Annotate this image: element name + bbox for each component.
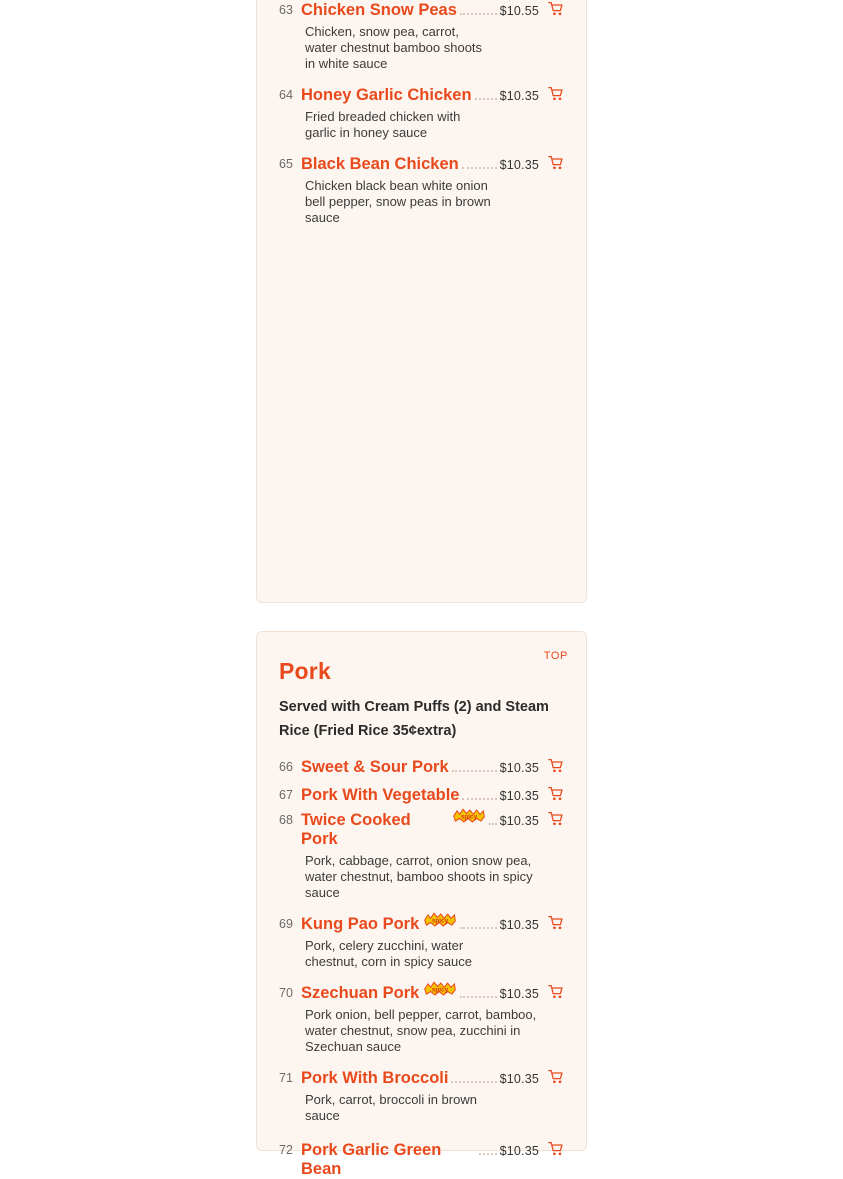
back-to-top-link-pork[interactable]: TOP bbox=[543, 650, 568, 662]
spicy-badge-label: spicy bbox=[460, 813, 477, 821]
shopping-cart-icon[interactable] bbox=[548, 1141, 564, 1157]
menu-item-description: Fried breaded chicken with garlic in honey sauce bbox=[305, 109, 461, 140]
shopping-cart-icon[interactable] bbox=[548, 758, 564, 774]
menu-item-name[interactable]: Pork With Broccoli bbox=[301, 1069, 449, 1087]
spicy-badge-icon bbox=[452, 808, 486, 824]
menu-item-name[interactable]: Pork With Vegetable bbox=[301, 786, 460, 804]
menu-item bbox=[279, 980, 564, 1055]
menu-item-row[interactable] bbox=[279, 153, 564, 174]
menu-item-description: Pork, celery zucchini, water chestnut, corn in spicy sauce bbox=[305, 938, 472, 969]
shopping-cart-icon[interactable] bbox=[548, 1069, 564, 1085]
section-title-pork: Pork bbox=[279, 658, 331, 684]
menu-item-number: 70 bbox=[279, 986, 293, 1000]
menu-item-price: $10.35 bbox=[499, 987, 539, 1001]
menu-item-number: 67 bbox=[279, 788, 293, 802]
shopping-cart-icon[interactable] bbox=[548, 786, 564, 802]
shopping-cart-icon[interactable] bbox=[548, 86, 564, 102]
menu-item-price: $10.35 bbox=[499, 789, 539, 803]
menu-item bbox=[279, 779, 564, 805]
menu-item-name[interactable]: Szechuan Pork bbox=[301, 984, 420, 1002]
menu-item bbox=[279, 751, 564, 777]
menu-item-name[interactable]: Chicken Snow Peas bbox=[301, 1, 457, 19]
spicy-badge-label: spicy bbox=[432, 986, 449, 994]
shopping-cart-icon[interactable] bbox=[548, 1, 564, 17]
shopping-cart-icon[interactable] bbox=[548, 155, 564, 171]
menu-section-pork bbox=[256, 631, 587, 1178]
menu-item-name[interactable]: Honey Garlic Chicken bbox=[301, 86, 472, 104]
dot-leader bbox=[451, 1081, 496, 1083]
dot-leader bbox=[475, 98, 497, 100]
menu-item-description: Pork, carrot, broccoli in brown sauce bbox=[305, 1092, 477, 1123]
shopping-cart-icon[interactable] bbox=[548, 811, 564, 827]
menu-item bbox=[279, 807, 564, 901]
menu-item-price: $10.35 bbox=[499, 918, 539, 932]
menu-item-price: $10.35 bbox=[499, 89, 539, 103]
menu-item-price: $10.35 bbox=[499, 761, 539, 775]
menu-item bbox=[279, 82, 564, 141]
dot-leader bbox=[460, 927, 496, 929]
dot-leader bbox=[452, 770, 497, 772]
menu-item-price: $10.35 bbox=[499, 814, 539, 828]
shopping-cart-icon[interactable] bbox=[548, 984, 564, 1000]
menu-item-row[interactable] bbox=[279, 913, 564, 934]
spicy-badge-label: spicy bbox=[432, 917, 449, 925]
menu-item bbox=[279, 1065, 564, 1124]
menu-item bbox=[279, 151, 564, 226]
menu-item-row[interactable] bbox=[279, 753, 564, 777]
menu-section-chicken bbox=[256, 0, 587, 603]
menu-item-number: 65 bbox=[279, 157, 293, 171]
menu-item-description: Pork, cabbage, carrot, onion snow pea, water chestnut, bamboo shoots in spicy sauce bbox=[305, 853, 533, 900]
menu-item-name[interactable]: Black Bean Chicken bbox=[301, 155, 459, 173]
menu-item-price: $10.35 bbox=[499, 1072, 539, 1086]
dot-leader bbox=[489, 823, 497, 825]
menu-item-number: 69 bbox=[279, 917, 293, 931]
shopping-cart-icon[interactable] bbox=[548, 915, 564, 931]
menu-item-price: $10.35 bbox=[499, 158, 539, 172]
dot-leader bbox=[460, 996, 496, 998]
menu-item bbox=[279, 1134, 564, 1179]
menu-item-name[interactable]: Kung Pao Pork bbox=[301, 915, 420, 933]
menu-item-row[interactable] bbox=[279, 781, 564, 805]
menu-item-description: Chicken, snow pea, carrot, water chestnut bamboo shoots in white sauce bbox=[305, 24, 483, 71]
menu-item-price: $10.55 bbox=[499, 4, 539, 18]
menu-item-row[interactable] bbox=[279, 84, 564, 105]
menu-item bbox=[279, 0, 564, 72]
spicy-badge-icon bbox=[423, 912, 457, 928]
menu-item-name[interactable]: Sweet & Sour Pork bbox=[301, 758, 449, 776]
menu-item-row[interactable] bbox=[279, 982, 564, 1003]
menu-item-description: Chicken black bean white onion bell pepper, snow peas in brown sauce bbox=[305, 178, 491, 225]
menu-item-row[interactable] bbox=[279, 1067, 564, 1088]
menu-item-row[interactable] bbox=[279, 1136, 564, 1179]
menu-item-number: 72 bbox=[279, 1143, 293, 1157]
dot-leader bbox=[479, 1153, 497, 1155]
menu-item-number: 63 bbox=[279, 3, 293, 17]
dot-leader bbox=[462, 167, 497, 169]
menu-item-name[interactable]: Pork Garlic Green Bean bbox=[301, 1141, 442, 1178]
menu-item-name[interactable]: Twice Cooked Pork bbox=[301, 811, 411, 848]
menu-item-price: $10.35 bbox=[499, 1144, 539, 1158]
menu-item-number: 71 bbox=[279, 1071, 293, 1085]
dot-leader bbox=[462, 798, 496, 800]
menu-item-description: Pork onion, bell pepper, carrot, bamboo, water chestnut, snow pea, zucchini in Szechuan sauce bbox=[305, 1007, 537, 1054]
section-note-pork: Served with Cream Puffs (2) and Steam Rice (Fried Rice 35¢extra) bbox=[279, 699, 549, 739]
menu-item bbox=[279, 911, 564, 970]
menu-item-number: 64 bbox=[279, 88, 293, 102]
spicy-badge-icon bbox=[423, 981, 457, 997]
menu-item-row[interactable] bbox=[279, 0, 564, 20]
menu-item-number: 66 bbox=[279, 760, 293, 774]
menu-item-number: 68 bbox=[279, 813, 293, 827]
menu-item-row[interactable] bbox=[279, 809, 564, 849]
dot-leader bbox=[460, 13, 497, 15]
